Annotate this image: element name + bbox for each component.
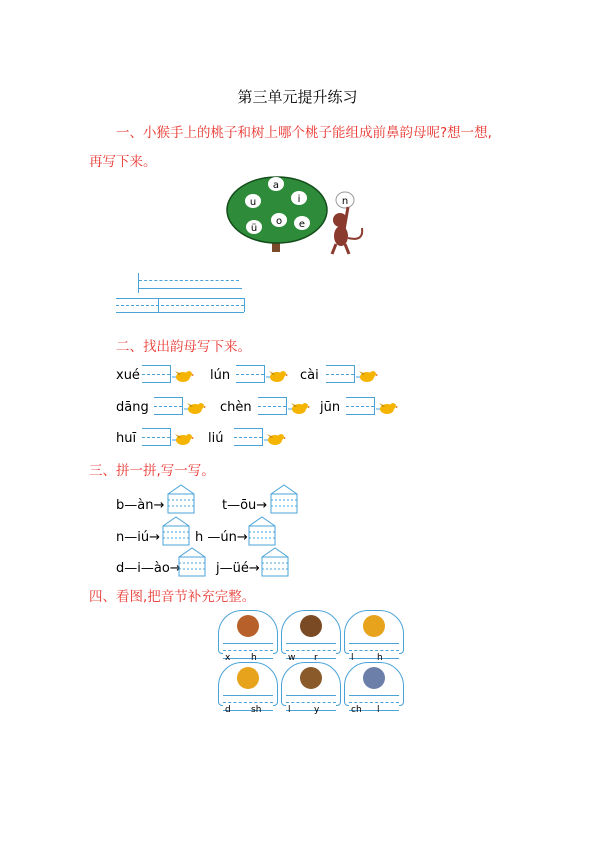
bird-icon	[184, 400, 206, 414]
answer-box[interactable]	[154, 397, 183, 415]
bird-icon	[376, 400, 398, 414]
bird-icon	[356, 368, 378, 382]
writing-house-grid[interactable]	[167, 484, 195, 514]
picture-card	[218, 610, 278, 663]
syllable-second-initial: y	[314, 705, 320, 715]
answer-box[interactable]	[346, 397, 375, 415]
syllable-initial: l	[351, 653, 354, 663]
section1-instruction: 一、小猴手上的桃子和树上哪个桃子能组成前鼻韵母呢?想一想,	[116, 125, 492, 141]
eagle-icon	[300, 667, 322, 689]
writing-house-grid[interactable]	[261, 547, 289, 577]
syllable-second-initial: r	[314, 653, 318, 663]
bird-icon	[172, 368, 194, 382]
syllable-initial: l	[288, 705, 291, 715]
spelling-formula: j—üé→	[216, 561, 260, 576]
pinyin-word: chèn	[220, 400, 252, 415]
syllable-lines[interactable]	[286, 643, 336, 663]
picture-card	[344, 662, 404, 715]
picture-card	[281, 610, 341, 663]
pinyin-word: huī	[116, 431, 137, 446]
syllable-lines[interactable]	[223, 643, 273, 663]
picture-card	[281, 662, 341, 715]
bird-icon	[172, 431, 194, 445]
monkey-icon	[237, 615, 259, 637]
syllable-lines[interactable]	[349, 643, 399, 663]
syllable-second-initial: l	[377, 705, 380, 715]
syllable-initial: x	[225, 653, 231, 663]
bird-icon	[264, 431, 286, 445]
pinyin-word: lún	[210, 368, 231, 383]
writing-house-grid[interactable]	[248, 516, 276, 546]
writing-house-grid[interactable]	[270, 484, 298, 514]
svg-text:ü: ü	[250, 223, 258, 234]
syllable-initial: w	[288, 653, 296, 663]
syllable-second-initial: h	[377, 653, 383, 663]
spelling-formula: n—iú→	[116, 530, 160, 545]
syllable-lines[interactable]	[349, 695, 399, 715]
pinyin-word: dāng	[116, 400, 149, 415]
answer-box[interactable]	[326, 365, 355, 383]
answer-box[interactable]	[236, 365, 265, 383]
svg-text:n: n	[341, 196, 349, 207]
svg-text:o: o	[275, 216, 283, 227]
spelling-formula: b—àn→	[116, 498, 165, 513]
section3-heading: 三、拼一拼,写一写。	[89, 463, 215, 479]
peach-tree-illustration	[226, 170, 371, 260]
pinyin-word: cài	[300, 368, 319, 383]
syllable-second-initial: h	[251, 653, 257, 663]
svg-text:i: i	[297, 194, 301, 205]
spelling-formula: t—ōu→	[222, 498, 268, 513]
syllable-initial: d	[225, 705, 231, 715]
svg-text:e: e	[298, 219, 306, 230]
answer-box[interactable]	[142, 428, 171, 446]
pinyin-word: xué	[116, 368, 140, 383]
bird-icon	[266, 368, 288, 382]
monkey-body	[334, 226, 348, 246]
pinyin-word: liú	[208, 431, 224, 446]
syllable-lines[interactable]	[223, 695, 273, 715]
picture-card	[344, 610, 404, 663]
section1-instruction-cont: 再写下来。	[89, 154, 157, 170]
syllable-lines[interactable]	[286, 695, 336, 715]
syllable-second-initial: sh	[251, 705, 262, 715]
kangaroo-icon	[237, 667, 259, 689]
section4-heading: 四、看图,把音节补充完整。	[89, 589, 256, 605]
spelling-formula: h —ún→	[195, 530, 248, 545]
writing-house-grid[interactable]	[162, 516, 190, 546]
page-title: 第三单元提升练习	[237, 88, 358, 106]
tiger-icon	[363, 615, 385, 637]
svg-text:a: a	[272, 180, 280, 191]
writing-house-grid[interactable]	[178, 547, 206, 577]
answer-box[interactable]	[142, 365, 171, 383]
cd-disc-icon	[363, 667, 385, 689]
bird-icon	[288, 400, 310, 414]
spelling-formula: d—i—ào→	[116, 561, 181, 576]
answer-box[interactable]	[258, 397, 287, 415]
picture-card	[218, 662, 278, 715]
pinyin-word: jūn	[320, 400, 341, 415]
section2-heading: 二、找出韵母写下来。	[116, 339, 251, 355]
snail-icon	[300, 615, 322, 637]
syllable-initial: ch	[351, 705, 362, 715]
svg-text:u: u	[249, 197, 257, 208]
answer-box[interactable]	[234, 428, 263, 446]
